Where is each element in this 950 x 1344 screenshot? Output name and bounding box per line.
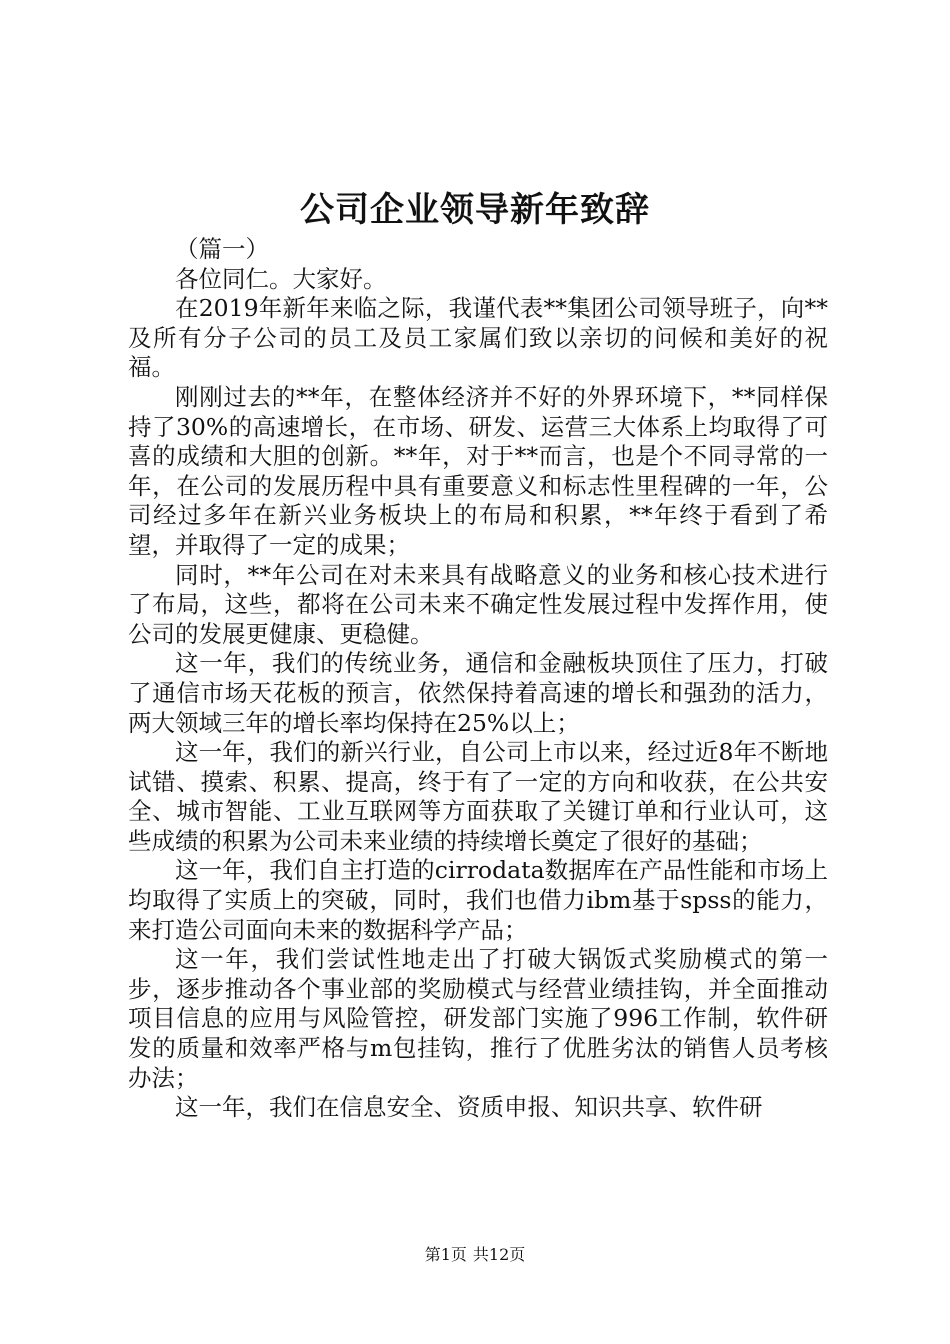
page-total: 共12页 [472, 1245, 526, 1264]
paragraph: 这一年，我们尝试性地走出了打破大锅饭式奖励模式的第一步，逐步推动各个事业部的奖励模式与经营业绩挂钩，并全面推动项目信息的应用与风险管控，研发部门实施了996工作制，软件研发的质量和效率严格与m包挂钩，推行了优胜劣汰的销售人员考核办法； [128, 945, 828, 1092]
paragraph: 刚刚过去的**年，在整体经济并不好的外界环境下，**同样保持了30%的高速增长，在市场、研发、运营三大体系上均取得了可喜的成绩和大胆的创新。**年，对于**而言，也是个不同寻常的一年，在公司的发展历程中具有重要意义和标志性里程碑的一年，公司经过多年在新兴业务板块上的布局和积累，**年终于看到了希望，并取得了一定的成果； [128, 382, 828, 559]
page-footer [0, 1244, 950, 1266]
document-title: 公司企业领导新年致辞 [300, 190, 650, 230]
paragraph: 这一年，我们在信息安全、资质申报、知识共享、软件研 [175, 1093, 763, 1122]
paragraph: （篇一） [175, 235, 269, 263]
paragraph: 各位同仁。大家好。 [175, 264, 387, 293]
paragraph: 在2019年新年来临之际，我谨代表**集团公司领导班子，向**及所有分子公司的员工及员工家属们致以亲切的问候和美好的祝福。 [128, 294, 828, 382]
document-body [128, 235, 828, 1123]
page-number: 第1页 [424, 1245, 467, 1264]
paragraph: 这一年，我们的传统业务，通信和金融板块顶住了压力，打破了通信市场天花板的预言，依然保持着高速的增长和强劲的活力，两大领域三年的增长率均保持在25%以上； [128, 649, 828, 737]
paragraph: 这一年，我们自主打造的cirrodata数据库在产品性能和市场上均取得了实质上的突破，同时，我们也借力ibm基于spss的能力，来打造公司面向未来的数据科学产品； [128, 856, 828, 944]
paragraph: 这一年，我们的新兴行业，自公司上市以来，经过近8年不断地试错、摸索、积累、提高，终于有了一定的方向和收获，在公共安全、城市智能、工业互联网等方面获取了关键订单和行业认可，这些成绩的积累为公司未来业绩的持续增长奠定了很好的基础； [128, 738, 828, 855]
paragraph: 同时，**年公司在对未来具有战略意义的业务和核心技术进行了布局，这些，都将在公司未来不确定性发展过程中发挥作用，使公司的发展更健康、更稳健。 [128, 560, 828, 648]
